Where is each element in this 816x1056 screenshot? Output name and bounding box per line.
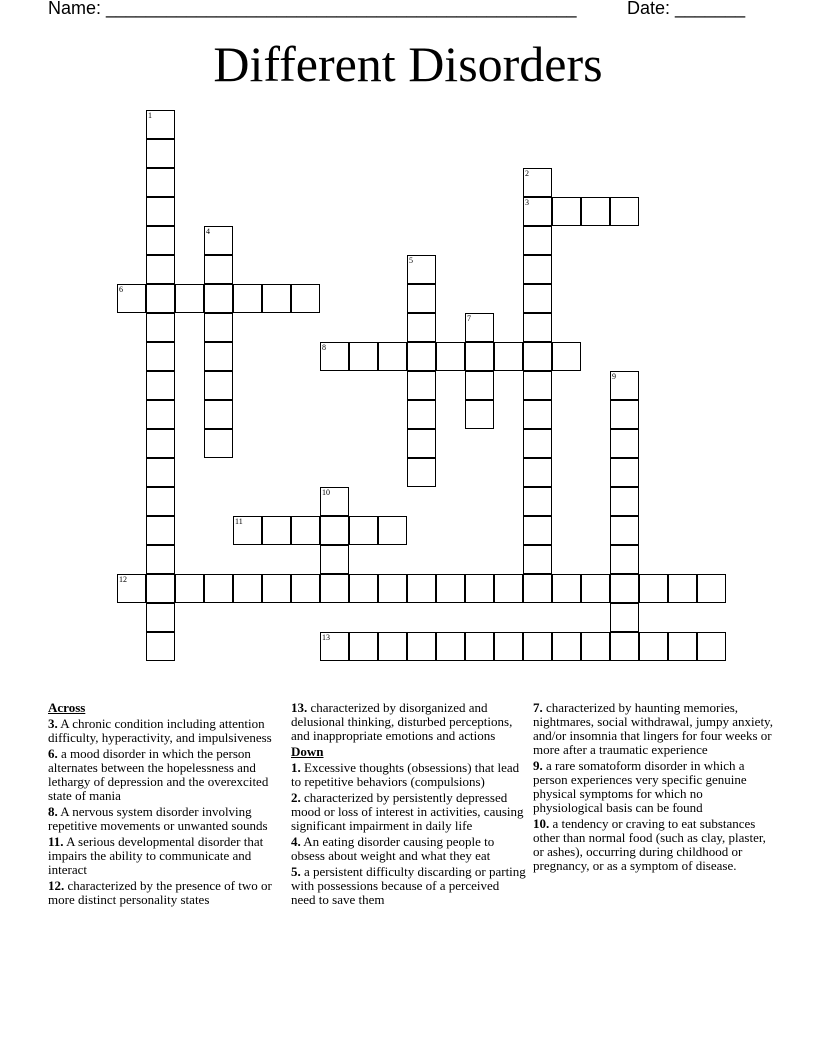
grid-cell[interactable] — [204, 574, 233, 603]
across-heading: Across — [48, 700, 86, 715]
grid-cell[interactable] — [233, 284, 262, 313]
clues-column-1 — [48, 701, 280, 909]
grid-cell[interactable] — [581, 574, 610, 603]
grid-cell[interactable] — [146, 574, 175, 603]
clue-across-8 — [48, 805, 280, 833]
grid-cell[interactable] — [610, 545, 639, 574]
grid-cell[interactable] — [146, 603, 175, 632]
clue-number: 11. — [48, 834, 64, 849]
grid-cell[interactable] — [610, 400, 639, 429]
grid-cell[interactable] — [146, 632, 175, 661]
clue-text: characterized by disorganized and delusional thinking, disturbed perceptions, and inappropriate emotions and actions — [291, 700, 513, 743]
clue-number: 5. — [291, 864, 301, 879]
grid-cell[interactable] — [146, 429, 175, 458]
grid-cell[interactable] — [175, 284, 204, 313]
grid-cell[interactable] — [465, 400, 494, 429]
grid-cell[interactable] — [436, 632, 465, 661]
grid-cell[interactable] — [407, 632, 436, 661]
cell-number: 2 — [525, 169, 529, 178]
grid-cell[interactable] — [146, 313, 175, 342]
grid-cell[interactable] — [407, 400, 436, 429]
grid-cell[interactable] — [610, 516, 639, 545]
cell-number: 10 — [322, 488, 330, 497]
clue-text: Excessive thoughts (obsessions) that lead to repetitive behaviors (compulsions) — [291, 760, 520, 789]
cell-number: 1 — [148, 111, 152, 120]
grid-cell[interactable] — [262, 516, 291, 545]
grid-cell[interactable] — [146, 516, 175, 545]
grid-cell[interactable] — [552, 197, 581, 226]
grid-cell[interactable] — [494, 342, 523, 371]
grid-cell[interactable] — [407, 255, 436, 284]
clue-text: a mood disorder in which the person alternates between the hopelessness and lethargy of depression and the overexcited state of mania — [48, 746, 269, 803]
grid-cell[interactable] — [291, 516, 320, 545]
grid-cell[interactable] — [465, 574, 494, 603]
cell-number: 6 — [119, 285, 123, 294]
grid-cell[interactable] — [407, 371, 436, 400]
grid-cell[interactable] — [610, 458, 639, 487]
clue-text: characterized by persistently depressed mood or loss of interest in activities, causing significant impairment in daily life — [291, 790, 524, 833]
grid-cell[interactable] — [668, 632, 697, 661]
clue-text: A chronic condition including attention difficulty, hyperactivity, and impulsiveness — [48, 716, 272, 745]
grid-cell[interactable] — [233, 574, 262, 603]
clue-number: 4. — [291, 834, 301, 849]
grid-cell[interactable] — [320, 516, 349, 545]
grid-cell[interactable] — [436, 574, 465, 603]
grid-cell[interactable] — [146, 226, 175, 255]
clue-text: An eating disorder causing people to obsess about weight and what they eat — [291, 834, 495, 863]
grid-cell[interactable] — [639, 632, 668, 661]
clue-down-4 — [291, 835, 527, 863]
clue-across-13 — [291, 701, 527, 743]
grid-cell[interactable] — [233, 516, 262, 545]
cell-number: 9 — [612, 372, 616, 381]
grid-cell[interactable] — [668, 574, 697, 603]
grid-cell[interactable] — [204, 371, 233, 400]
grid-cell[interactable] — [407, 429, 436, 458]
grid-cell[interactable] — [146, 342, 175, 371]
cell-number: 12 — [119, 575, 127, 584]
clue-number: 1. — [291, 760, 301, 775]
grid-cell[interactable] — [349, 574, 378, 603]
clue-number: 6. — [48, 746, 58, 761]
grid-cell[interactable] — [610, 371, 639, 400]
clue-number: 10. — [533, 816, 550, 831]
cell-number: 3 — [525, 198, 529, 207]
grid-cell[interactable] — [204, 429, 233, 458]
grid-cell[interactable] — [262, 574, 291, 603]
clue-number: 13. — [291, 700, 308, 715]
grid-cell[interactable] — [204, 255, 233, 284]
grid-cell[interactable] — [146, 197, 175, 226]
name-field[interactable]: Name: _______________________________________________ — [48, 0, 577, 18]
grid-cell[interactable] — [523, 487, 552, 516]
grid-cell[interactable] — [117, 284, 146, 313]
grid-cell[interactable] — [146, 400, 175, 429]
grid-cell[interactable] — [523, 197, 552, 226]
grid-cell[interactable] — [610, 429, 639, 458]
down-heading: Down — [291, 744, 324, 759]
grid-cell[interactable] — [465, 342, 494, 371]
grid-cell[interactable] — [610, 487, 639, 516]
grid-cell[interactable] — [146, 110, 175, 139]
clue-number: 8. — [48, 804, 58, 819]
grid-cell[interactable] — [146, 371, 175, 400]
grid-cell[interactable] — [291, 284, 320, 313]
clue-text: A nervous system disorder involving repetitive movements or unwanted sounds — [48, 804, 268, 833]
grid-cell[interactable] — [581, 632, 610, 661]
grid-cell[interactable] — [610, 632, 639, 661]
cell-number: 11 — [235, 517, 243, 526]
grid-cell[interactable] — [523, 284, 552, 313]
grid-cell[interactable] — [146, 284, 175, 313]
cell-number: 4 — [206, 227, 210, 236]
grid-cell[interactable] — [465, 371, 494, 400]
grid-cell[interactable] — [523, 429, 552, 458]
grid-cell[interactable] — [523, 255, 552, 284]
grid-cell[interactable] — [523, 342, 552, 371]
cell-number: 5 — [409, 256, 413, 265]
grid-cell[interactable] — [204, 342, 233, 371]
cell-number: 7 — [467, 314, 471, 323]
grid-cell[interactable] — [204, 226, 233, 255]
grid-cell[interactable] — [494, 632, 523, 661]
grid-cell[interactable] — [610, 197, 639, 226]
grid-cell[interactable] — [117, 574, 146, 603]
grid-cell[interactable] — [552, 574, 581, 603]
grid-cell[interactable] — [407, 458, 436, 487]
grid-cell[interactable] — [320, 342, 349, 371]
grid-cell[interactable] — [697, 632, 726, 661]
clue-number: 9. — [533, 758, 543, 773]
date-field[interactable]: Date: _______ — [627, 0, 746, 18]
clue-text: a persistent difficulty discarding or parting with possessions because of a perceived need to save them — [291, 864, 526, 907]
grid-cell[interactable] — [378, 516, 407, 545]
clue-text: A serious developmental disorder that impairs the ability to communicate and interact — [48, 834, 264, 877]
grid-cell[interactable] — [465, 632, 494, 661]
clue-number: 7. — [533, 700, 543, 715]
clue-across-11 — [48, 835, 280, 877]
grid-cell[interactable] — [436, 342, 465, 371]
grid-cell[interactable] — [610, 603, 639, 632]
grid-cell[interactable] — [407, 284, 436, 313]
grid-cell[interactable] — [523, 516, 552, 545]
grid-cell[interactable] — [349, 342, 378, 371]
grid-cell[interactable] — [523, 632, 552, 661]
grid-cell[interactable] — [523, 226, 552, 255]
grid-cell[interactable] — [320, 632, 349, 661]
grid-cell[interactable] — [465, 313, 494, 342]
clue-across-3 — [48, 717, 280, 745]
clue-across-6 — [48, 747, 280, 803]
clue-down-1 — [291, 761, 527, 789]
grid-cell[interactable] — [523, 168, 552, 197]
grid-cell[interactable] — [610, 574, 639, 603]
clue-text: a tendency or craving to eat substances other than normal food (such as clay, plaster, or ashes), occurring during childhood or pregnancy, or as a symptom of disease. — [533, 816, 766, 873]
grid-cell[interactable] — [320, 574, 349, 603]
grid-cell[interactable] — [204, 313, 233, 342]
grid-cell[interactable] — [523, 371, 552, 400]
clue-down-9 — [533, 759, 773, 815]
grid-cell[interactable] — [378, 574, 407, 603]
clue-text: characterized by haunting memories, nightmares, social withdrawal, jumpy anxiety, and/or insomnia that lingers for four weeks or more after a traumatic experience — [533, 700, 773, 757]
grid-cell[interactable] — [407, 313, 436, 342]
clue-number: 2. — [291, 790, 301, 805]
grid-cell[interactable] — [378, 342, 407, 371]
grid-cell[interactable] — [552, 632, 581, 661]
grid-cell[interactable] — [378, 632, 407, 661]
grid-cell[interactable] — [146, 139, 175, 168]
grid-cell[interactable] — [552, 342, 581, 371]
clue-number: 12. — [48, 878, 65, 893]
clue-down-10 — [533, 817, 773, 873]
grid-cell[interactable] — [204, 284, 233, 313]
grid-cell[interactable] — [523, 400, 552, 429]
grid-cell[interactable] — [494, 574, 523, 603]
grid-cell[interactable] — [204, 400, 233, 429]
cell-number: 8 — [322, 343, 326, 352]
grid-cell[interactable] — [320, 545, 349, 574]
grid-cell[interactable] — [639, 574, 668, 603]
grid-cell[interactable] — [291, 574, 320, 603]
clues-column-2 — [291, 701, 527, 909]
grid-cell[interactable] — [320, 487, 349, 516]
clues-column-3 — [533, 701, 773, 875]
grid-cell[interactable] — [349, 516, 378, 545]
grid-cell[interactable] — [146, 458, 175, 487]
grid-cell[interactable] — [146, 487, 175, 516]
cell-number: 13 — [322, 633, 330, 642]
clue-text: characterized by the presence of two or more distinct personality states — [48, 878, 272, 907]
grid-cell[interactable] — [523, 545, 552, 574]
clue-across-12 — [48, 879, 280, 907]
grid-cell[interactable] — [262, 284, 291, 313]
page-title: Different Disorders — [213, 36, 603, 92]
grid-cell[interactable] — [146, 255, 175, 284]
grid-cell[interactable] — [697, 574, 726, 603]
grid-cell[interactable] — [146, 168, 175, 197]
grid-cell[interactable] — [407, 574, 436, 603]
grid-cell[interactable] — [175, 574, 204, 603]
grid-cell[interactable] — [349, 632, 378, 661]
clue-number: 3. — [48, 716, 58, 731]
clue-down-2 — [291, 791, 527, 833]
clue-down-5 — [291, 865, 527, 907]
grid-cell[interactable] — [523, 313, 552, 342]
clue-text: a rare somatoform disorder in which a person experiences very specific genuine physical symptoms for which no physiological basis can be found — [533, 758, 747, 815]
grid-cell[interactable] — [581, 197, 610, 226]
grid-cell[interactable] — [523, 458, 552, 487]
clue-down-7 — [533, 701, 773, 757]
grid-cell[interactable] — [407, 342, 436, 371]
grid-cell[interactable] — [523, 574, 552, 603]
grid-cell[interactable] — [146, 545, 175, 574]
